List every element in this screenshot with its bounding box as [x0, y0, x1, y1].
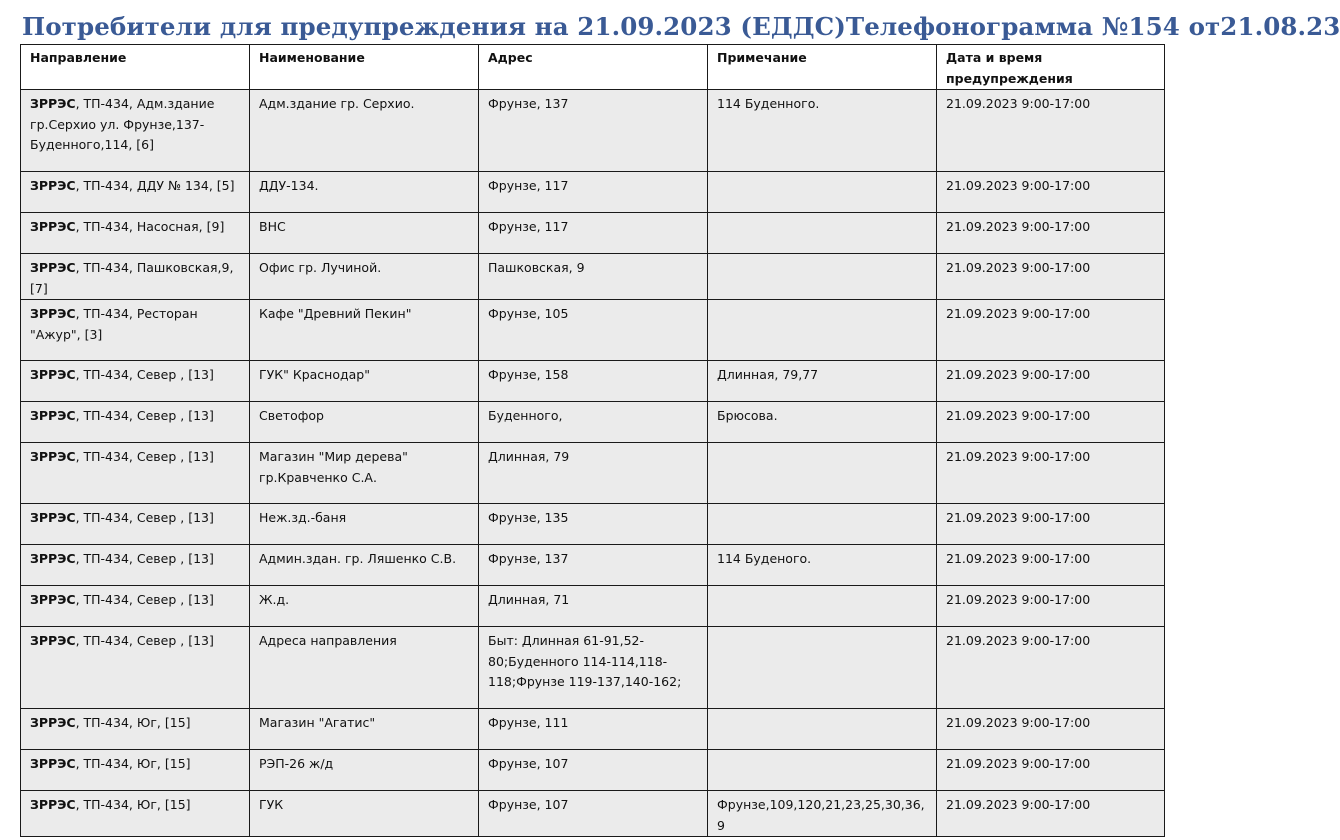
- cell-datetime: 21.09.2023 9:00-17:00: [937, 586, 1165, 627]
- table-row: [21, 402, 1165, 443]
- cell-datetime: 21.09.2023 9:00-17:00: [937, 172, 1165, 213]
- cell-note: Длинная, 79,77: [708, 361, 937, 402]
- page-title: Потребители для предупреждения на 21.09.2023 (ЕДДС)Телефонограмма №154 от21.08.23: [22, 12, 1340, 41]
- direction-text: , ТП-434, Север , [13]: [75, 510, 214, 525]
- direction-text: , ТП-434, Юг, [15]: [75, 797, 191, 812]
- cell-datetime: 21.09.2023 9:00-17:00: [937, 90, 1165, 172]
- direction-code: ЗРРЭС: [30, 756, 76, 771]
- cell-datetime: 21.09.2023 9:00-17:00: [937, 443, 1165, 504]
- direction-code: ЗРРЭС: [30, 306, 76, 321]
- cell-direction: [21, 361, 250, 402]
- direction-text: , ТП-434, Юг, [15]: [75, 756, 191, 771]
- cell-note: [708, 627, 937, 709]
- cell-address: Буденного,: [479, 402, 708, 443]
- cell-direction: [21, 504, 250, 545]
- cell-address: Фрунзе, 117: [479, 213, 708, 254]
- direction-code: ЗРРЭС: [30, 367, 76, 382]
- direction-code: ЗРРЭС: [30, 449, 76, 464]
- column-header-direction: Направление: [21, 45, 250, 90]
- cell-name: Магазин "Агатис": [250, 709, 479, 750]
- cell-datetime: 21.09.2023 9:00-17:00: [937, 545, 1165, 586]
- cell-address: Фрунзе, 158: [479, 361, 708, 402]
- cell-address: Фрунзе, 117: [479, 172, 708, 213]
- cell-name: Офис гр. Лучиной.: [250, 254, 479, 300]
- cell-datetime: 21.09.2023 9:00-17:00: [937, 402, 1165, 443]
- cell-direction: [21, 172, 250, 213]
- direction-code: ЗРРЭС: [30, 408, 76, 423]
- cell-datetime: 21.09.2023 9:00-17:00: [937, 361, 1165, 402]
- cell-name: ГУК: [250, 791, 479, 837]
- cell-note: [708, 213, 937, 254]
- cell-note: [708, 586, 937, 627]
- cell-datetime: 21.09.2023 9:00-17:00: [937, 791, 1165, 837]
- table-row: [21, 172, 1165, 213]
- direction-code: ЗРРЭС: [30, 260, 76, 275]
- cell-datetime: 21.09.2023 9:00-17:00: [937, 213, 1165, 254]
- direction-text: , ТП-434, Север , [13]: [75, 551, 214, 566]
- cell-direction: [21, 586, 250, 627]
- cell-note: [708, 300, 937, 361]
- direction-text: , ТП-434, Юг, [15]: [75, 715, 191, 730]
- consumers-table: [20, 44, 1165, 837]
- direction-code: ЗРРЭС: [30, 797, 76, 812]
- cell-note: [708, 750, 937, 791]
- cell-address: Фрунзе, 107: [479, 750, 708, 791]
- cell-note: 114 Буденого.: [708, 545, 937, 586]
- table-row: [21, 627, 1165, 709]
- cell-direction: [21, 791, 250, 837]
- cell-note: [708, 709, 937, 750]
- table-row: [21, 90, 1165, 172]
- cell-name: Адм.здание гр. Серхио.: [250, 90, 479, 172]
- cell-datetime: 21.09.2023 9:00-17:00: [937, 750, 1165, 791]
- direction-text: , ТП-434, Север , [13]: [75, 408, 214, 423]
- direction-text: , ТП-434, Север , [13]: [75, 449, 214, 464]
- cell-address: Фрунзе, 137: [479, 545, 708, 586]
- table-row: [21, 791, 1165, 837]
- direction-text: , ТП-434, Север , [13]: [75, 367, 214, 382]
- cell-address: Длинная, 79: [479, 443, 708, 504]
- column-header-name: Наименование: [250, 45, 479, 90]
- cell-name: РЭП-26 ж/д: [250, 750, 479, 791]
- direction-code: ЗРРЭС: [30, 96, 76, 111]
- table-row: [21, 750, 1165, 791]
- cell-datetime: 21.09.2023 9:00-17:00: [937, 504, 1165, 545]
- cell-note: [708, 443, 937, 504]
- direction-text: , ТП-434, Север , [13]: [75, 633, 214, 648]
- direction-code: ЗРРЭС: [30, 178, 76, 193]
- cell-name: ВНС: [250, 213, 479, 254]
- table-row: [21, 504, 1165, 545]
- cell-address: Быт: Длинная 61-91,52-80;Буденного 114-114,118-118;Фрунзе 119-137,140-162;: [479, 627, 708, 709]
- cell-name: Кафе "Древний Пекин": [250, 300, 479, 361]
- cell-name: ДДУ-134.: [250, 172, 479, 213]
- table-row: [21, 254, 1165, 300]
- table-row: [21, 443, 1165, 504]
- table-row: [21, 545, 1165, 586]
- cell-direction: [21, 300, 250, 361]
- direction-text: , ТП-434, Север , [13]: [75, 592, 214, 607]
- direction-text: , ТП-434, Ресторан "Ажур", [3]: [30, 306, 198, 342]
- cell-name: Ж.д.: [250, 586, 479, 627]
- direction-code: ЗРРЭС: [30, 715, 76, 730]
- direction-code: ЗРРЭС: [30, 219, 76, 234]
- direction-code: ЗРРЭС: [30, 510, 76, 525]
- cell-address: Фрунзе, 111: [479, 709, 708, 750]
- cell-name: Адреса направления: [250, 627, 479, 709]
- cell-datetime: 21.09.2023 9:00-17:00: [937, 627, 1165, 709]
- cell-datetime: 21.09.2023 9:00-17:00: [937, 254, 1165, 300]
- direction-code: ЗРРЭС: [30, 633, 76, 648]
- cell-address: Фрунзе, 107: [479, 791, 708, 837]
- cell-datetime: 21.09.2023 9:00-17:00: [937, 300, 1165, 361]
- cell-direction: [21, 213, 250, 254]
- cell-note: [708, 254, 937, 300]
- table-row: [21, 586, 1165, 627]
- direction-text: , ТП-434, Насосная, [9]: [75, 219, 225, 234]
- cell-address: Фрунзе, 135: [479, 504, 708, 545]
- direction-text: , ТП-434, Адм.здание гр.Серхио ул. Фрунзе,137-Буденного,114, [6]: [30, 96, 215, 152]
- direction-text: , ТП-434, Пашковская,9, [7]: [30, 260, 234, 296]
- cell-address: Фрунзе, 105: [479, 300, 708, 361]
- table-row: [21, 709, 1165, 750]
- cell-direction: [21, 709, 250, 750]
- cell-direction: [21, 402, 250, 443]
- direction-code: ЗРРЭС: [30, 592, 76, 607]
- cell-address: Пашковская, 9: [479, 254, 708, 300]
- cell-direction: [21, 750, 250, 791]
- table-row: [21, 213, 1165, 254]
- table-row: [21, 361, 1165, 402]
- cell-note: 114 Буденного.: [708, 90, 937, 172]
- direction-code: ЗРРЭС: [30, 551, 76, 566]
- cell-name: Магазин "Мир дерева" гр.Кравченко С.А.: [250, 443, 479, 504]
- column-header-address: Адрес: [479, 45, 708, 90]
- cell-name: ГУК" Краснодар": [250, 361, 479, 402]
- cell-note: [708, 172, 937, 213]
- cell-name: Админ.здан. гр. Ляшенко С.В.: [250, 545, 479, 586]
- cell-direction: [21, 545, 250, 586]
- direction-text: , ТП-434, ДДУ № 134, [5]: [75, 178, 235, 193]
- cell-address: Фрунзе, 137: [479, 90, 708, 172]
- cell-name: Светофор: [250, 402, 479, 443]
- column-header-datetime: Дата и время предупреждения: [937, 45, 1165, 90]
- cell-address: Длинная, 71: [479, 586, 708, 627]
- cell-note: Брюсова.: [708, 402, 937, 443]
- table-header-row: [21, 45, 1165, 90]
- cell-note: [708, 504, 937, 545]
- cell-direction: [21, 90, 250, 172]
- cell-name: Неж.зд.-баня: [250, 504, 479, 545]
- cell-direction: [21, 627, 250, 709]
- column-header-note: Примечание: [708, 45, 937, 90]
- table-row: [21, 300, 1165, 361]
- cell-direction: [21, 254, 250, 300]
- cell-note: Фрунзе,109,120,21,23,25,30,36,9: [708, 791, 937, 837]
- cell-datetime: 21.09.2023 9:00-17:00: [937, 709, 1165, 750]
- cell-direction: [21, 443, 250, 504]
